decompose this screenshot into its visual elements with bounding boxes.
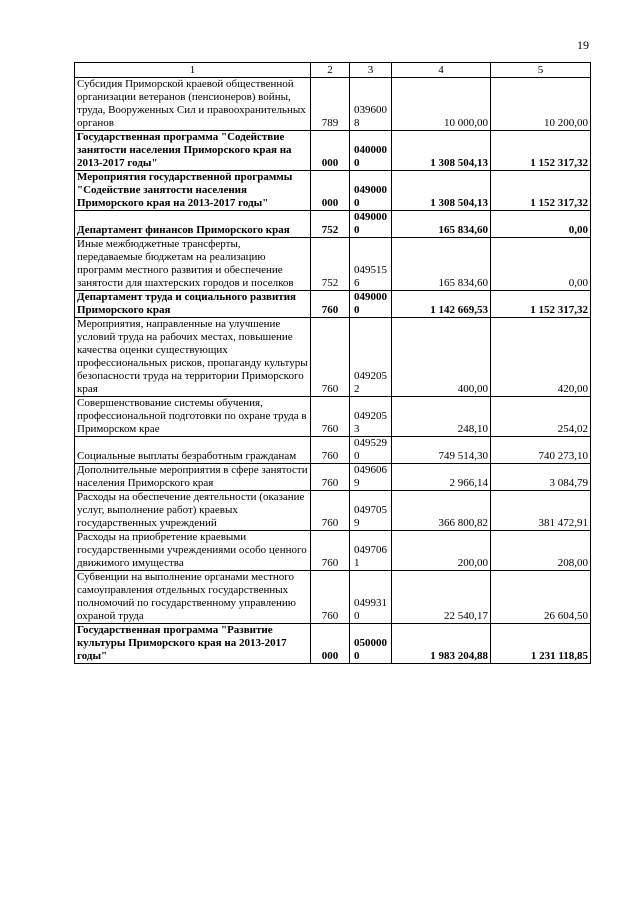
row-amount-2015: 26 604,50 xyxy=(491,571,591,624)
header-col-2: 2 xyxy=(311,63,350,78)
table-row xyxy=(75,437,591,464)
row-name: Мероприятия государственной программы "Содействие занятости населения Приморского края на 2013-2017 годы" xyxy=(75,171,311,211)
row-amount-2015: 381 472,91 xyxy=(491,491,591,531)
page-number: 19 xyxy=(577,38,589,52)
table-row xyxy=(75,464,591,491)
row-amount-2014: 1 308 504,13 xyxy=(392,131,491,171)
row-name: Социальные выплаты безработным гражданам xyxy=(75,437,311,464)
row-code-admin: 760 xyxy=(311,531,350,571)
row-code-admin: 789 xyxy=(311,78,350,131)
row-name: Совершенствование системы обучения, профессиональной подготовки по охране труда в Приморском крае xyxy=(75,397,311,437)
row-name: Дополнительные мероприятия в сфере занятости населения Приморского края xyxy=(75,464,311,491)
row-amount-2015: 1 152 317,32 xyxy=(491,291,591,318)
row-amount-2015: 740 273,10 xyxy=(491,437,591,464)
row-code-target: 0499310 xyxy=(350,571,392,624)
header-col-3: 3 xyxy=(350,63,392,78)
row-amount-2015: 420,00 xyxy=(491,318,591,397)
row-code-target: 0490000 xyxy=(350,291,392,318)
row-name: Государственная программа "Содействие занятости населения Приморского края на 2013-2017 годы" xyxy=(75,131,311,171)
row-amount-2015: 0,00 xyxy=(491,238,591,291)
table-row xyxy=(75,571,591,624)
row-amount-2014: 1 308 504,13 xyxy=(392,171,491,211)
row-name: Департамент финансов Приморского края xyxy=(75,211,311,238)
row-code-target: 0492053 xyxy=(350,397,392,437)
row-code-admin: 760 xyxy=(311,437,350,464)
row-amount-2014: 366 800,82 xyxy=(392,491,491,531)
row-name: Расходы на обеспечение деятельности (оказание услуг, выполнение работ) краевых государственных учреждений xyxy=(75,491,311,531)
table-row xyxy=(75,131,591,171)
row-amount-2015: 254,02 xyxy=(491,397,591,437)
table-row xyxy=(75,531,591,571)
table-row xyxy=(75,624,591,664)
row-code-target: 0495290 xyxy=(350,437,392,464)
row-code-target: 0396008 xyxy=(350,78,392,131)
row-code-target: 0495156 xyxy=(350,238,392,291)
row-amount-2015: 1 231 118,85 xyxy=(491,624,591,664)
header-col-5: 5 xyxy=(491,63,591,78)
row-amount-2014: 1 983 204,88 xyxy=(392,624,491,664)
row-code-target: 0497061 xyxy=(350,531,392,571)
row-amount-2015: 10 200,00 xyxy=(491,78,591,131)
table-row xyxy=(75,171,591,211)
table-row xyxy=(75,318,591,397)
row-amount-2014: 165 834,60 xyxy=(392,211,491,238)
row-amount-2014: 200,00 xyxy=(392,531,491,571)
header-col-4: 4 xyxy=(392,63,491,78)
row-amount-2014: 248,10 xyxy=(392,397,491,437)
row-code-admin: 760 xyxy=(311,571,350,624)
row-code-target: 0496069 xyxy=(350,464,392,491)
row-amount-2015: 1 152 317,32 xyxy=(491,171,591,211)
row-code-admin: 760 xyxy=(311,318,350,397)
row-amount-2015: 208,00 xyxy=(491,531,591,571)
row-code-admin: 000 xyxy=(311,624,350,664)
row-amount-2014: 10 000,00 xyxy=(392,78,491,131)
table-row xyxy=(75,491,591,531)
row-code-target: 0490000 xyxy=(350,211,392,238)
row-code-admin: 760 xyxy=(311,397,350,437)
row-amount-2014: 400,00 xyxy=(392,318,491,397)
table-row xyxy=(75,397,591,437)
table-row xyxy=(75,78,591,131)
table-row xyxy=(75,238,591,291)
row-amount-2015: 1 152 317,32 xyxy=(491,131,591,171)
row-amount-2014: 749 514,30 xyxy=(392,437,491,464)
row-name: Департамент труда и социального развития Приморского края xyxy=(75,291,311,318)
row-name: Субвенции на выполнение органами местного самоуправления отдельных государственных полномочий по государственному управлению охраной труда xyxy=(75,571,311,624)
row-code-admin: 760 xyxy=(311,291,350,318)
row-amount-2014: 22 540,17 xyxy=(392,571,491,624)
row-code-admin: 000 xyxy=(311,171,350,211)
row-name: Субсидия Приморской краевой общественной организации ветеранов (пенсионеров) войны, труда, Вооруженных Сил и правоохранительных органов xyxy=(75,78,311,131)
row-amount-2015: 0,00 xyxy=(491,211,591,238)
table-row xyxy=(75,291,591,318)
row-code-target: 0492052 xyxy=(350,318,392,397)
budget-table xyxy=(74,62,591,664)
row-code-target: 0490000 xyxy=(350,171,392,211)
row-code-admin: 752 xyxy=(311,211,350,238)
row-name: Расходы на приобретение краевыми государственными учреждениями особо ценного движимого имущества xyxy=(75,531,311,571)
row-amount-2014: 1 142 669,53 xyxy=(392,291,491,318)
row-amount-2014: 2 966,14 xyxy=(392,464,491,491)
row-amount-2014: 165 834,60 xyxy=(392,238,491,291)
row-code-admin: 760 xyxy=(311,491,350,531)
header-row xyxy=(75,63,591,78)
row-name: Иные межбюджетные трансферты, передаваемые бюджетам на реализацию программ местного развития и обеспечение занятости для шахтерских городов и поселков xyxy=(75,238,311,291)
row-code-target: 0500000 xyxy=(350,624,392,664)
row-code-target: 0497059 xyxy=(350,491,392,531)
row-code-admin: 760 xyxy=(311,464,350,491)
row-amount-2015: 3 084,79 xyxy=(491,464,591,491)
row-code-admin: 752 xyxy=(311,238,350,291)
row-name: Государственная программа "Развитие культуры Приморского края на 2013-2017 годы" xyxy=(75,624,311,664)
row-name: Мероприятия, направленные на улучшение условий труда на рабочих местах, повышение качества оценки существующих профессиональных рисков, пропаганду культуры безопасности труда на территории Приморского края xyxy=(75,318,311,397)
table-row xyxy=(75,211,591,238)
header-col-1: 1 xyxy=(75,63,311,78)
row-code-admin: 000 xyxy=(311,131,350,171)
row-code-target: 0400000 xyxy=(350,131,392,171)
